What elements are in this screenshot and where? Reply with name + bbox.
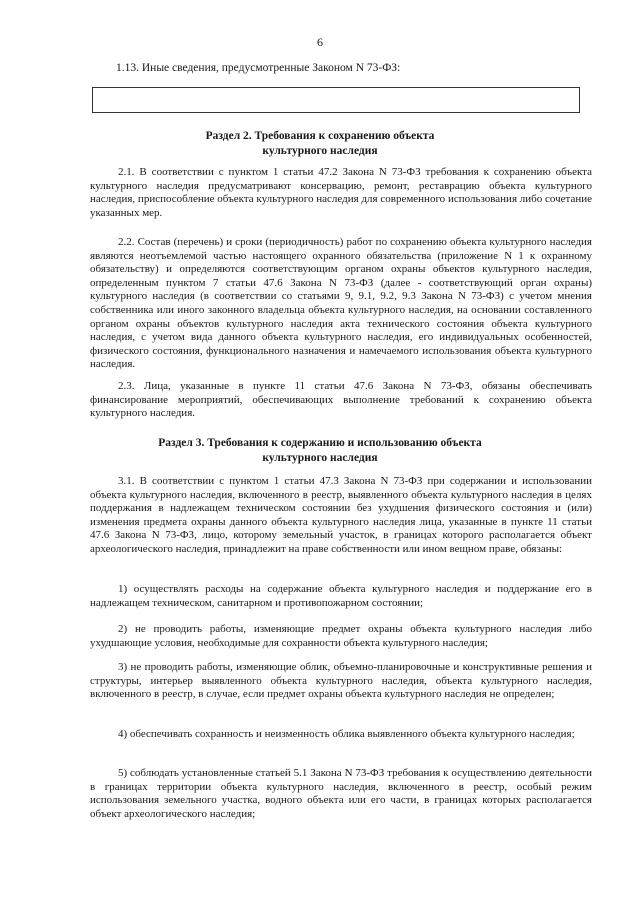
section-3-title xyxy=(0,436,640,466)
empty-field-box xyxy=(92,87,580,113)
section-3-title-line-2: культурного наследия xyxy=(262,452,378,464)
list-item-3: 3) не проводить работы, изменяющие облик, объемно-планировочные и конструктивные решения и структуры, интерьер выявленного объекта культурного наследия, объекта культурного наследия, включенного в реестр, в случае, если предмет охраны объекта культурного наследия не определен; xyxy=(90,661,592,701)
paragraph-2-1: 2.1. В соответствии с пунктом 1 статьи 47.2 Закона N 73-ФЗ требования к сохранению объекта культурного наследия предусматривают консервацию, ремонт, реставрацию объекта культурного наследия, приспособление объекта культурного наследия для современного использования либо сочетание указанных мер. xyxy=(90,166,592,219)
list-item-1: 1) осуществлять расходы на содержание объекта культурного наследия и поддержание его в надлежащем техническом, санитарном и противопожарном состоянии; xyxy=(90,583,592,609)
item-1-13: 1.13. Иные сведения, предусмотренные Законом N 73-ФЗ: xyxy=(116,62,401,74)
section-2-title xyxy=(0,129,640,159)
list-item-4: 4) обеспечивать сохранность и неизменность облика выявленного объекта культурного наследия; xyxy=(118,728,575,740)
list-item-2: 2) не проводить работы, изменяющие предмет охраны объекта культурного наследия либо ухудшающие условия, необходимые для сохранности объекта культурного наследия; xyxy=(90,623,592,649)
list-item-5: 5) соблюдать установленные статьей 5.1 Закона N 73-ФЗ требования к осуществлению деятельности в границах территории объекта культурного наследия, включенного в реестр, особый режим использования земельного участка, водного объекта или его части, в границах которых располагается объект археологического наследия; xyxy=(90,767,592,820)
paragraph-3-1: 3.1. В соответствии с пунктом 1 статьи 47.3 Закона N 73-ФЗ при содержании и использовании объекта культурного наследия, включенного в реестр, выявленного объекта культурного наследия в целях поддержания в надлежащем техническом состоянии без ухудшения физического состояния и (или) изменения предмета охраны данного объекта культурного наследия лица, указанные в пункте 11 статьи 47.6 Закона N 73-ФЗ, лицо, которому земельный участок, в границах которого располагается объект археологического наследия, принадлежит на праве собственности или ином вещном праве, обязаны: xyxy=(90,475,592,555)
paragraph-2-2: 2.2. Состав (перечень) и сроки (периодичность) работ по сохранению объекта культурного наследия являются неотъемлемой частью настоящего охранного обязательства (приложение N 1 к охранному обязательству) и определяются соответствующим органом охраны объектов культурного наследия, определенным пунктом 7 статьи 47.6 Закона N 73-ФЗ (далее - соответствующий орган охраны) культурного наследия (в соответствии со статьями 9, 9.1, 9.2, 9.3 Закона N 73-ФЗ) с учетом мнения собственника или иного законного владельца объекта культурного наследия, на основании составленного органом охраны объектов культурного наследия акта технического состояния объекта культурного наследия, с учетом вида данного объекта культурного наследия, его индивидуальных особенностей, физического состояния, функционального назначения и намечаемого использования объекта культурного наследия. xyxy=(90,236,592,371)
section-3-title-line-1: Раздел 3. Требования к содержанию и использованию объекта xyxy=(158,437,482,449)
section-2-title-line-1: Раздел 2. Требования к сохранению объекта xyxy=(205,130,435,142)
page-number: 6 xyxy=(317,35,323,49)
section-2-title-line-2: культурного наследия xyxy=(262,145,378,157)
paragraph-2-3: 2.3. Лица, указанные в пункте 11 статьи 47.6 Закона N 73-ФЗ, обязаны обеспечивать финансирование мероприятий, обеспечивающих выполнение требований к сохранению объекта культурного наследия. xyxy=(90,380,592,420)
